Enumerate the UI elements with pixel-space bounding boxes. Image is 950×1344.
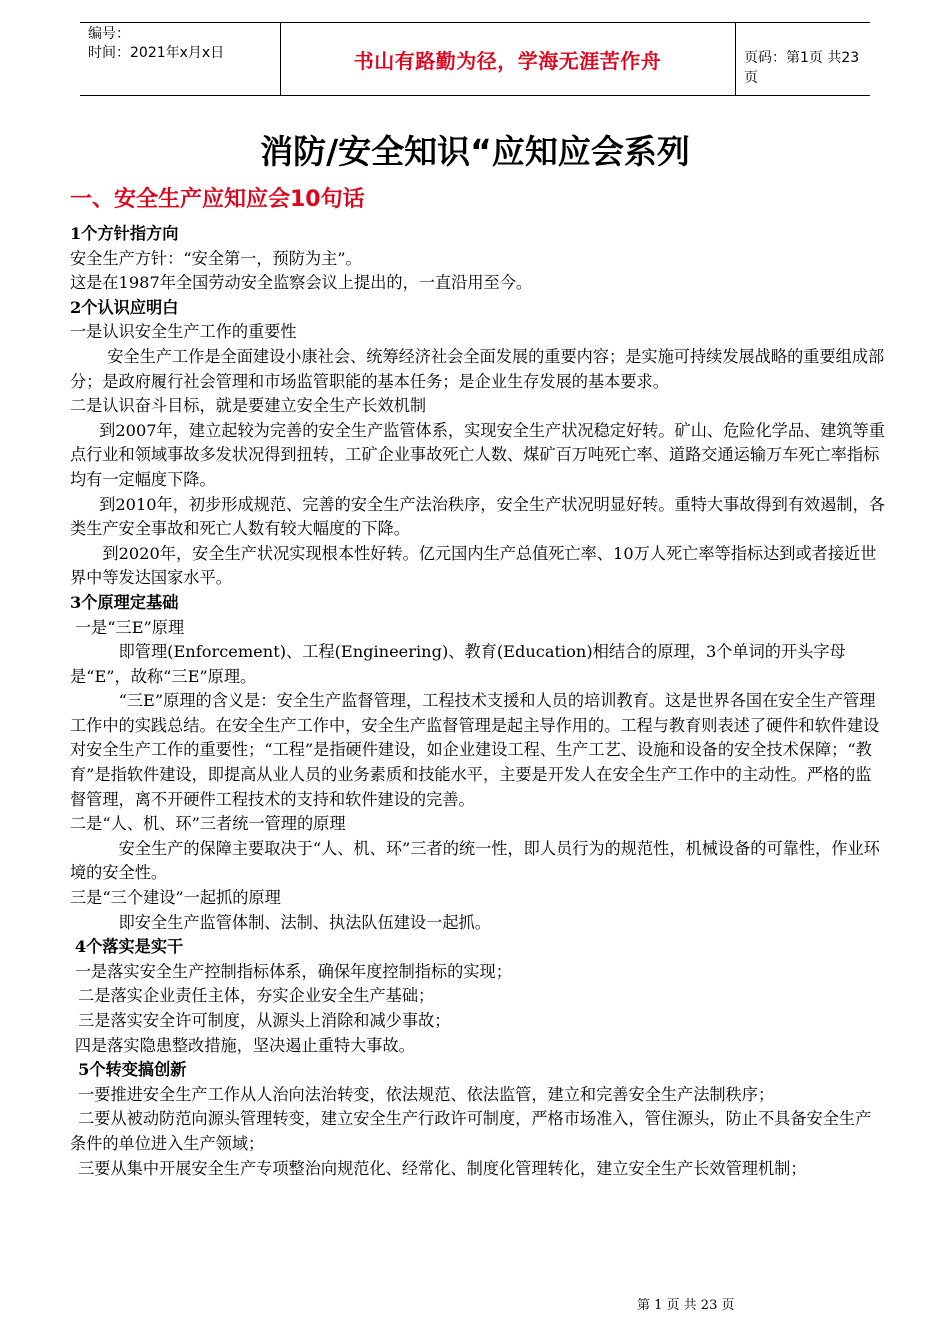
paragraph: 三是“三个建设”一起抓的原理 (70, 888, 281, 908)
paragraph: 这是在1987年全国劳动安全监察会议上提出的，一直沿用至今。 (70, 273, 533, 293)
subsection-heading: 3个原理定基础 (70, 592, 179, 612)
paragraph: 到2010年，初步形成规范、完善的安全生产法治秩序，安全生产状况明显好转。重特大事故得到有效遏制，各类生产安全事故和死亡人数有较大幅度的下降。 (70, 494, 885, 539)
paragraph: 到2020年，安全生产状况实现根本性好转。亿元国内生产总值死亡率、10万人死亡率等指标达到或者接近世界中等发达国家水平。 (70, 543, 877, 588)
number-label: 编号： (88, 26, 130, 42)
paragraph: 一要推进安全生产工作从人治向法治转变，依法规范、依法监管，建立和完善安全生产法制秩序； (78, 1084, 775, 1104)
paragraph: 一是“三E”原理 (74, 617, 185, 637)
page-footer: 第 1 页 共 23 页 (637, 1298, 735, 1313)
paragraph: 三要从集中开展安全生产专项整治向规范化、经常化、制度化管理转化，建立安全生产长效管理机制； (78, 1158, 807, 1178)
paragraph: “三E”原理的含义是：安全生产监督管理，工程技术支援和人员的培训教育。这是世界各国在安全生产管理工作中的实践总结。在安全生产工作中，安全生产监督管理是起主导作用的。工程与教育则表述了硬件和软件建设对安全生产工作的重要性；“工程”是指硬件建设，如企业建设工程、生产工艺、设施和设备的安全技术保障；“教育”是指软件建设，即提高从业人员的业务素质和技能水平，主要是开发人在安全生产工作中的主动性。严格的监督管理，离不开硬件工程技术的支持和软件建设的完善。 (70, 691, 880, 809)
subsection-heading: 5个转变搞创新 (78, 1060, 187, 1080)
subsection-heading: 2个认识应明白 (70, 297, 179, 317)
paragraph: 安全生产方针：“安全第一，预防为主”。 (70, 248, 362, 268)
subsection-heading: 4个落实是实干 (74, 937, 184, 957)
document-title: 消防/安全知识“应知应会系列 (260, 132, 690, 171)
header-divider (735, 23, 736, 95)
time-label: 时间：2021年x月x日 (88, 45, 225, 61)
paragraph: 一是落实安全生产控制指标体系，确保年度控制指标的实现； (74, 961, 512, 981)
paragraph: 安全生产的保障主要取决于“人、机、环”三者的统一性，即人员行为的规范性，机械设备的可靠性，作业环境的安全性。 (70, 838, 880, 883)
section-heading: 一、安全生产应知应会10句话 (70, 187, 365, 212)
header-motto: 书山有路勤为径，学海无涯苦作舟 (353, 48, 662, 73)
paragraph: 到2007年，建立起较为完善的安全生产监管体系，实现安全生产状况稳定好转。矿山、危险化学品、建筑等重点行业和领域事故多发状况得到扭转，工矿企业事故死亡人数、煤矿百万吨死亡率、道路交通运输万车死亡率指标均有一定幅度下降。 (70, 420, 885, 489)
page-header (80, 22, 870, 96)
paragraph: 二是认识奋斗目标，就是要建立安全生产长效机制 (70, 396, 427, 416)
header-meta (88, 25, 224, 63)
paragraph: 二要从被动防范向源头管理转变，建立安全生产行政许可制度，严格市场准入，管住源头，防止不具备安全生产条件的单位进入生产领域； (70, 1109, 872, 1153)
paragraph: 一是认识安全生产工作的重要性 (70, 322, 297, 342)
paragraph: 二是落实企业责任主体，夯实企业安全生产基础； (78, 986, 435, 1006)
document-body (70, 222, 885, 1181)
paragraph: 即安全生产监管体制、法制、执法队伍建设一起抓。 (118, 912, 491, 932)
paragraph: 二是“人、机、环”三者统一管理的原理 (70, 814, 346, 834)
paragraph: 三是落实安全许可制度，从源头上消除和减少事故； (78, 1011, 451, 1030)
paragraph: 四是落实隐患整改措施，坚决遏止重特大事故。 (74, 1035, 415, 1055)
paragraph: 安全生产工作是全面建设小康社会、统筹经济社会全面发展的重要内容；是实施可持续发展战略的重要组成部分；是政府履行社会管理和市场监管职能的基本任务；是企业生存发展的基本要求。 (70, 346, 885, 391)
paragraph: 即管理(Enforcement)、工程(Engineering)、教育(Education)相结合的原理，3个单词的开头字母是“E”，故称“三E”原理。 (70, 642, 846, 686)
subsection-heading: 1个方针指方向 (70, 224, 179, 243)
header-page-info: 页码：第1页 共23页 (744, 50, 860, 86)
